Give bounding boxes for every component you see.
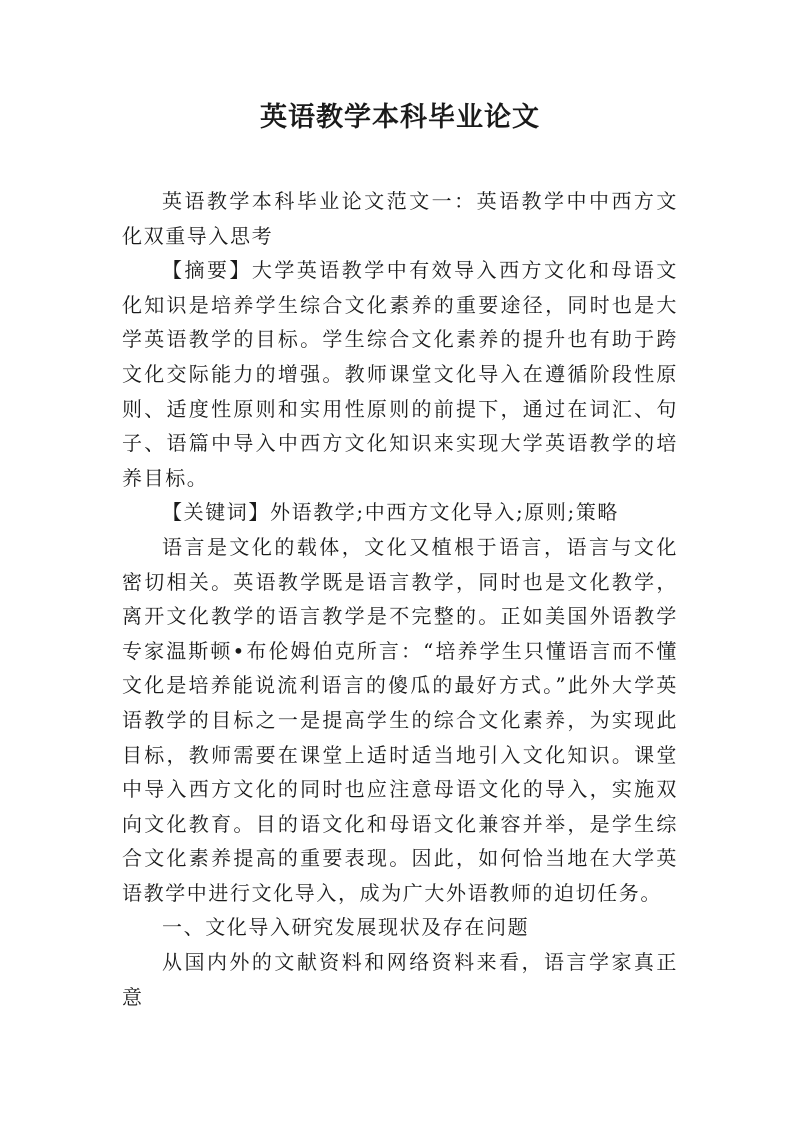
section-heading: 一、文化导入研究发展现状及存在问题 xyxy=(162,915,530,940)
section-body-paragraph: 从国内外的文献资料和网络资料来看，语言学家真正意 xyxy=(122,950,678,1009)
keywords-paragraph xyxy=(122,495,678,530)
keywords-label: 【关键词】 xyxy=(162,500,270,525)
document-body xyxy=(122,184,678,1014)
intro-paragraph: 语言是文化的载体，文化又植根于语言，语言与文化密切相关。英语教学既是语言教学，同时也是文化教学，离开文化教学的语言教学是不完整的。正如美国外语教学专家温斯顿•布伦姆伯克所言：“培养学生只懂语言而不懂文化是培养能说流利语言的傻瓜的最好方式。”此外大学英语教学的目标之一是提高学生的综合文化素养，为实现此目标，教师需要在课堂上适时适当地引入文化知识。课堂中导入西方文化的同时也应注意母语文化的导入，实施双向文化教育。目的语文化和母语文化兼容并举，是学生综合文化素养提高的重要表现。因此，如何恰当地在大学英语教学中进行文化导入，成为广大外语教师的迫切任务。 xyxy=(122,534,678,905)
abstract-text: 大学英语教学中有效导入西方文化和母语文化知识是培养学生综合文化素养的重要途径，同时也是大学英语教学的目标。学生综合文化素养的提升也有助于跨文化交际能力的增强。教师课堂文化导入在遵循阶段性原则、适度性原则和实用性原则的前提下，通过在词汇、句子、语篇中导入中西方文化知识来实现大学英语教学的培养目标。 xyxy=(122,258,678,490)
keywords-text: 外语教学;中西方文化导入;原则;策略 xyxy=(270,500,620,525)
abstract-paragraph xyxy=(122,253,678,495)
document-title: 英语教学本科毕业论文 xyxy=(260,102,540,133)
subtitle-paragraph: 英语教学本科毕业论文范文一：英语教学中中西方文化双重导入思考 xyxy=(122,189,678,248)
abstract-label: 【摘要】 xyxy=(162,258,252,283)
